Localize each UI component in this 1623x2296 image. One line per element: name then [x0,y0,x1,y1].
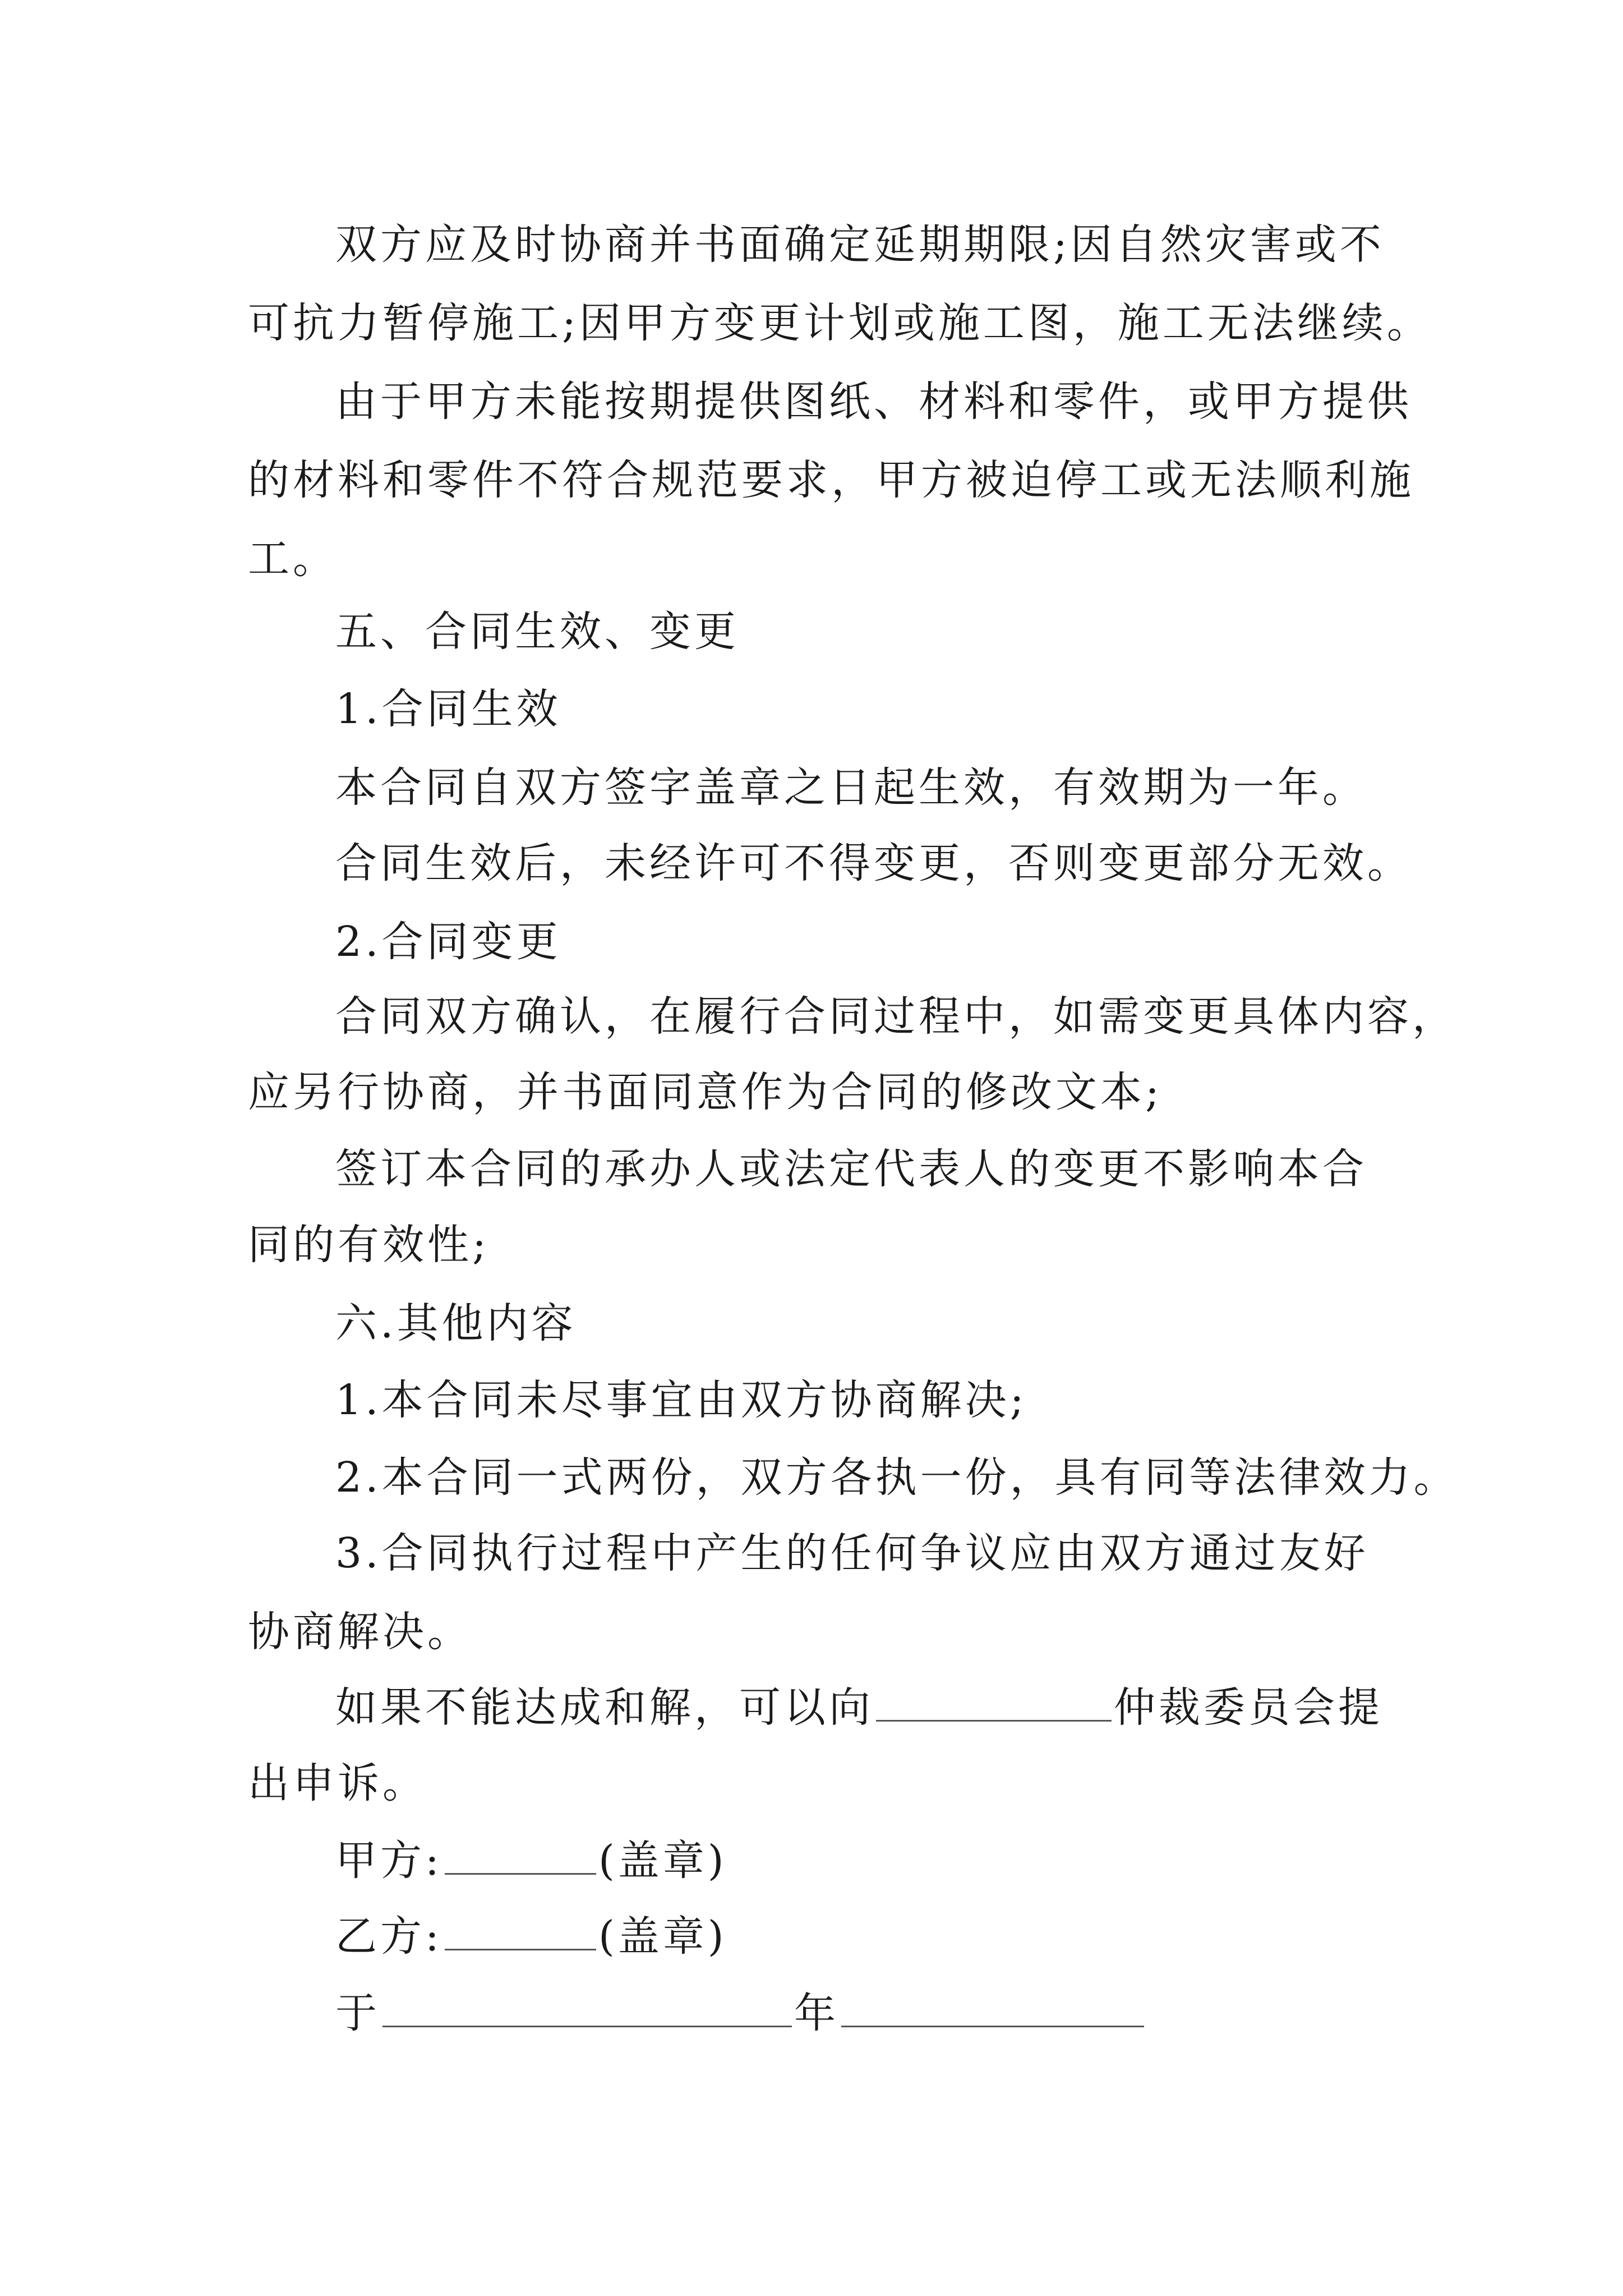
list-item: 协商解决。 [248,1608,472,1656]
party-a-seal: (盖章) [598,1837,727,1885]
paragraph-line: 本合同自双方签字盖章之日起生效，有效期为一年。 [335,763,1367,812]
paragraph-line: 同的有效性; [248,1221,490,1269]
arbitration-committee-blank [876,1683,1112,1722]
paragraph-line: 应另行协商，并书面同意作为合同的修改文本; [248,1068,1163,1116]
arbitration-line [335,1674,1383,1734]
paragraph-line: 的材料和零件不符合规范要求，甲方被迫停工或无法顺利施 [248,456,1414,504]
date-line [335,1980,1146,2040]
section-heading: 六.其他内容 [335,1299,577,1347]
paragraph-line: 由于甲方未能按期提供图纸、材料和零件，或甲方提供 [335,378,1412,426]
list-item: 3.合同执行过程中产生的任何争议应由双方通过友好 [335,1529,1369,1577]
paragraph-line: 合同双方确认，在履行合同过程中，如需变更具体内容， [335,992,1457,1041]
date-remaining-blank [841,1989,1144,2027]
party-b-label: 乙方: [335,1912,442,1961]
list-item: 2.本合同一式两份，双方各执一份，具有同等法律效力。 [335,1453,1459,1502]
list-item: 1.本合同未尽事宜由双方协商解决; [335,1376,1027,1424]
party-b-seal: (盖章) [598,1912,727,1961]
date-place-blank [382,1989,792,2027]
party-b-blank [445,1912,596,1950]
paragraph-line: 工。 [248,535,338,583]
arbitration-text-before: 如果不能达成和解，可以向 [335,1683,874,1732]
subsection-heading: 1.合同生效 [335,685,561,733]
arbitration-text-after: 仲裁委员会提 [1114,1683,1383,1732]
party-a-signature-line [335,1828,727,1887]
party-a-label: 甲方: [335,1837,442,1885]
date-prefix: 于 [335,1989,380,2037]
party-a-blank [445,1836,596,1875]
paragraph-line: 签订本合同的承办人或法定代表人的变更不影响本合 [335,1145,1367,1193]
party-b-signature-line [335,1903,727,1963]
paragraph-line: 出申诉。 [248,1759,427,1807]
paragraph-line: 双方应及时协商并书面确定延期期限;因自然灾害或不 [335,220,1385,269]
subsection-heading: 2.合同变更 [335,918,561,966]
paragraph-line: 可抗力暂停施工;因甲方变更计划或施工图，施工无法继续。 [248,299,1432,347]
paragraph-line: 合同生效后，未经许可不得变更，否则变更部分无效。 [335,839,1412,887]
section-heading: 五、合同生效、变更 [335,608,739,656]
date-year-label: 年 [794,1989,839,2037]
